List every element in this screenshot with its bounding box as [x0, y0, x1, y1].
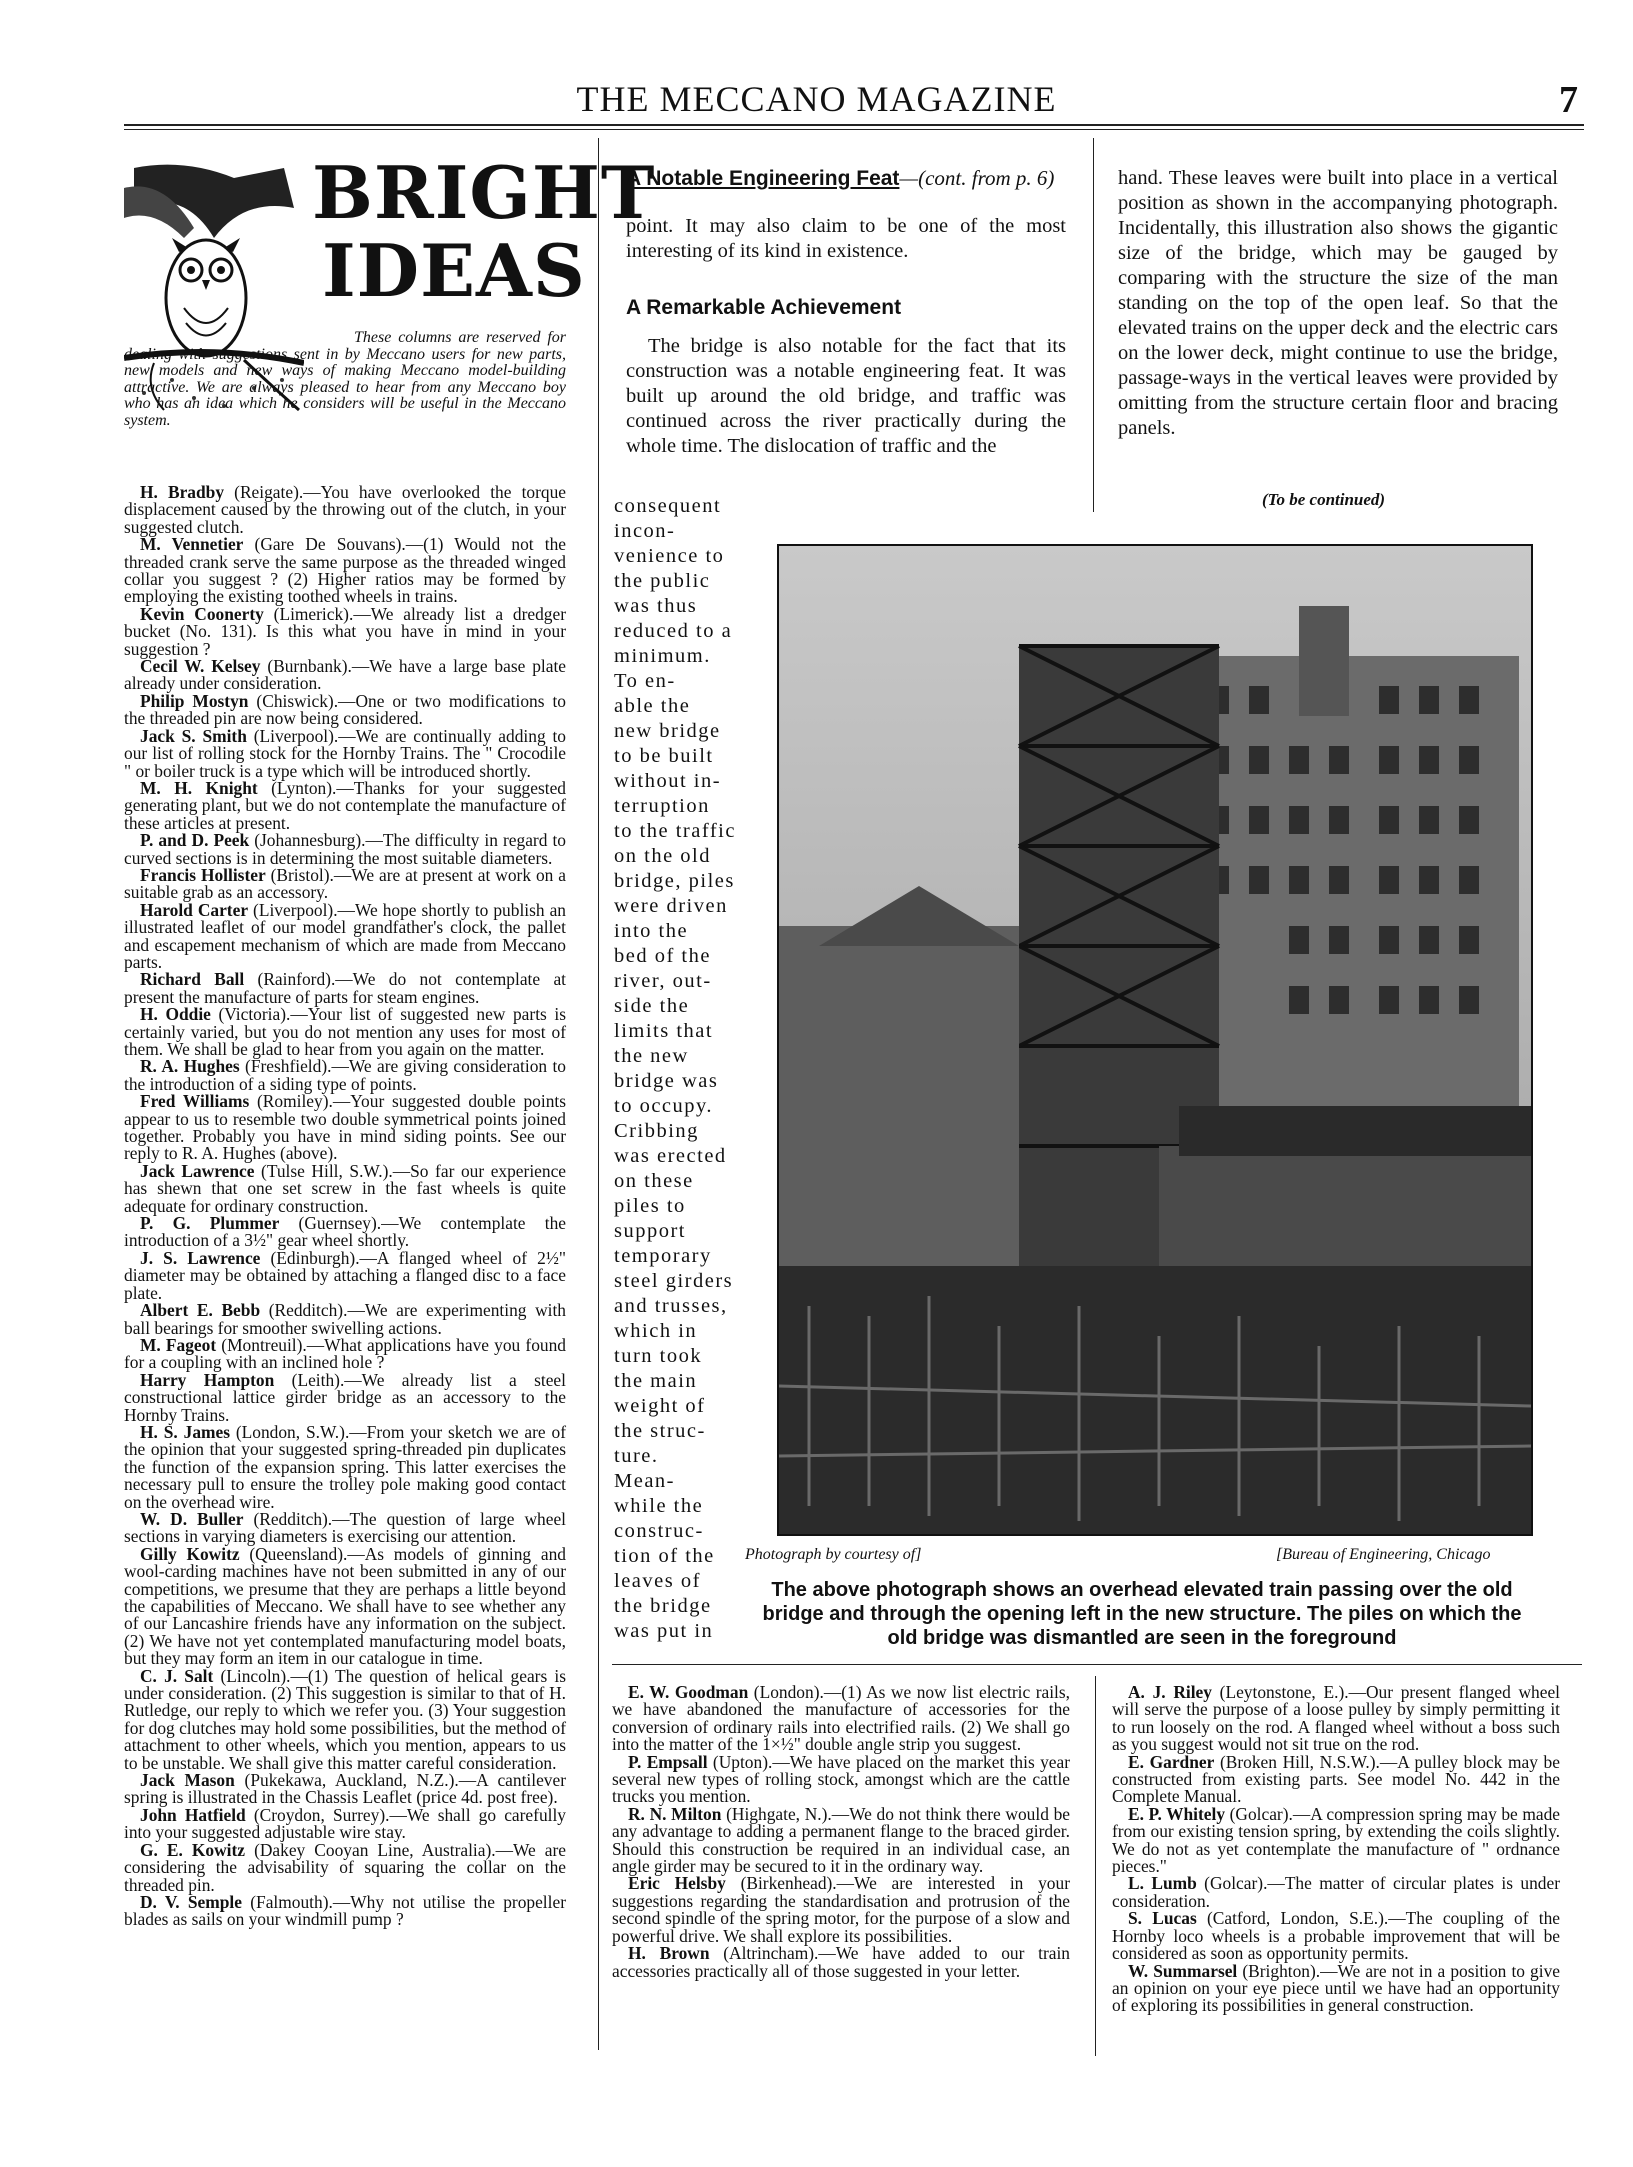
reply-text: (Catford, London, S.E.).—The coupling of the Hornby loco wheels is a probable improvement that will be considered as soon as opportunity permits.: [1112, 1908, 1560, 1964]
reply-name: Cecil W. Kelsey: [140, 656, 261, 677]
reply-item: [124, 971, 566, 1006]
reply-item: [612, 1684, 1070, 1754]
reply-text: (Liverpool).—We are continually adding to our list of rolling stock for the Hornby Trains. The " Crocodile " or boiler truck is a type which will be introduced shortly.: [124, 725, 566, 781]
narrow-line: able the: [614, 695, 691, 717]
reply-item: [1112, 1751, 1560, 1807]
reply-text: (Guernsey).—We contemplate the introduction of a 3½" gear wheel shortly.: [124, 1213, 566, 1251]
reply-name: A. J. Riley: [1128, 1682, 1212, 1702]
article-para2-text: The bridge is also notable for the fact that its construction was a notable engineering feat. It was built up around the old bridge, and traffic was continued across the river practically during the whole time. The dislocation of traffic and the: [626, 335, 1066, 457]
narrow-line: temporary: [614, 1245, 712, 1267]
bottom-right-replies: [1112, 1684, 1560, 2015]
narrow-line: the main: [614, 1370, 698, 1392]
narrow-line: into the: [614, 920, 689, 942]
narrow-line: was erected: [614, 1145, 727, 1167]
reply-text: (Liverpool).—We hope shortly to publish an illustrated leaflet of our model grandfather's clock, the pallet and escapement mechanism of which are made from Meccano parts.: [124, 899, 566, 972]
magazine-title: THE MECCANO MAGAZINE: [576, 79, 1057, 119]
reply-text: (Golcar).—A compression spring may be made from our existing tension spring, by extending the coils slightly. We do not as yet contemplate the manufacture of " ordnance pieces.": [1112, 1803, 1560, 1877]
reply-name: E. W. Goodman: [628, 1682, 749, 1702]
reply-item: [124, 658, 566, 693]
narrow-line: to the traffic: [614, 820, 736, 842]
narrow-line: bridge was: [614, 1070, 719, 1092]
article-title: A Notable Engineering Feat: [626, 167, 900, 190]
narrow-line: the new: [614, 1045, 689, 1067]
narrow-line: support: [614, 1220, 686, 1242]
article-para1: [626, 214, 1066, 264]
narrow-line: bed of the: [614, 945, 711, 967]
article-continuation: —(cont. from p. 6): [899, 166, 1055, 190]
reply-item: [124, 1058, 566, 1093]
narrow-line: while the: [614, 1495, 704, 1517]
reply-item: [124, 1093, 566, 1163]
reply-text: (Croydon, Surrey).—We shall go carefully into your suggested adjustable wire stay.: [124, 1804, 566, 1843]
reply-name: G. E. Kowitz: [140, 1839, 246, 1860]
narrow-line: side the: [614, 995, 690, 1017]
bright-ideas-title-line1: BRIGHT: [312, 150, 656, 235]
bridge-photograph: [777, 544, 1533, 1536]
page-number: 7: [1559, 79, 1578, 121]
narrow-line: were driven: [614, 895, 728, 917]
reply-item: [124, 864, 566, 903]
narrow-line: river, out-: [614, 970, 712, 992]
narrow-line: the struc-: [614, 1420, 706, 1442]
reply-text: (Edinburgh).—A flanged wheel of 2½" diameter may be obtained by attaching a flanged disc to a face plate.: [124, 1247, 566, 1303]
reply-name: P. G. Plummer: [140, 1213, 280, 1234]
reply-item: [124, 1302, 566, 1337]
reply-text: (Lincoln).—(1) The question of helical gears is under consideration. (2) This suggestion is similar to that of H. Rutledge, our reply to which we refer you. (3) Your suggestion for dog clutches may hold some possibilities, but the method of attachment to other wheels, which you mention, appears to us to be unstable. We shall give this matter careful consideration.: [124, 1665, 566, 1773]
narrow-line: incon-: [614, 520, 676, 542]
narrow-line: Mean-: [614, 1470, 676, 1492]
reply-text: (Gare De Souvans).—(1) Would not the threaded crank serve the same purpose as the threaded winged collar you suggest ? (2) Higher ratios may be formed by employing the existing toothed wheels in trains.: [124, 534, 566, 607]
narrow-line: on these: [614, 1170, 694, 1192]
reply-name: E. Gardner: [1128, 1751, 1215, 1772]
article-para1-text: point. It may also claim to be one of the most interesting of its kind in existence.: [626, 215, 1066, 262]
reply-name: Francis Hollister: [140, 864, 266, 885]
reply-name: M. Vennetier: [140, 534, 244, 555]
reply-text: (Lynton).—Thanks for your suggested generating plant, but we do not contemplate the manufacture of these articles at present.: [124, 777, 566, 833]
reply-item: [124, 1839, 566, 1895]
narrow-line: to be built: [614, 745, 714, 767]
reply-name: S. Lucas: [1128, 1908, 1197, 1929]
reply-text: (Queensland).—As models of ginning and wool-carding machines have not been submitted in any of our competitions, we presume that they are perhaps a little beyond the capabilities of Meccano. We shall have to see whether any of our Lancashire friends have any information on the subject. (2) We have not yet contemplated manufacturing model boats, but they may form an item in our catalogue in time.: [124, 1543, 566, 1669]
reply-item: [124, 1160, 567, 1216]
reply-text: (Limerick).—We already list a dredger bucket (No. 131). Is this what you have in mind in your suggestion ?: [124, 603, 567, 659]
reply-item: [1112, 1960, 1561, 2016]
reply-name: Richard Ball: [140, 969, 245, 990]
reply-text: (Pukekawa, Auckland, N.Z.).—A cantilever spring is illustrated in the Chassis Leaflet (price 4d. post free).: [124, 1770, 567, 1808]
reply-item: [1112, 1875, 1560, 1910]
reply-item: [124, 777, 566, 833]
narrow-line: was put in: [614, 1620, 714, 1642]
narrow-line: weight of: [614, 1395, 706, 1417]
reply-item: [124, 1421, 566, 1512]
narrow-line: and trusses,: [614, 1295, 728, 1317]
reply-item: [124, 1665, 566, 1773]
reply-text: (Altrincham).—We have added to our train accessories practically all of those suggested in your letter.: [612, 1943, 1071, 1981]
narrow-line: on the old: [614, 845, 711, 867]
reply-item: [1112, 1910, 1560, 1962]
reply-name: H. S. James: [140, 1421, 230, 1442]
reply-name: Harold Carter: [140, 899, 249, 920]
reply-name: Harry Hampton: [140, 1369, 275, 1390]
reply-text: (Reigate).—You have overlooked the torque displacement caused by the throwing out of the clutch, in your suggested clutch.: [124, 482, 566, 537]
narrow-line: tion of the: [614, 1545, 715, 1567]
photo-credit-left: Photograph by courtesy of]: [745, 1546, 922, 1563]
reply-text: (Dakey Cooyan Line, Australia).—We are considering the advisability of squaring the collar on the threaded pin.: [124, 1839, 566, 1895]
reply-name: P. Empsall: [628, 1751, 708, 1772]
reply-text: (Bristol).—We are at present at work on a suitable grab as an accessory.: [124, 864, 566, 903]
reply-text: (Johannesburg).—The difficulty in regard to curved sections is in determining the most suitable diameters.: [124, 830, 566, 868]
reply-name: E. P. Whitely: [1128, 1803, 1226, 1824]
narrow-line: To en-: [614, 670, 676, 692]
bottom-left-replies: [612, 1684, 1070, 1980]
reply-name: R. N. Milton: [628, 1803, 722, 1824]
reply-item: [124, 725, 566, 781]
reply-item: [124, 1772, 566, 1807]
reply-name: Jack S. Smith: [140, 725, 247, 746]
reply-text: (Brighton).—We are not in a position to give an opinion on your eye piece until we have had an opportunity of exploring its possibilities in general construction.: [1112, 1960, 1561, 2016]
narrow-line: limits that: [614, 1020, 714, 1042]
reply-name: Fred Williams: [140, 1091, 250, 1112]
bottom-column-divider: [1095, 1676, 1096, 2056]
reply-item: [124, 832, 566, 867]
narrow-line: piles to: [614, 1195, 686, 1217]
narrow-line: the bridge: [614, 1595, 712, 1617]
reply-text: (London).—(1) As we now list electric rails, we have abandoned the manufacture of accessories for the conversion of ordinary rails into electrified rails. (2) We shall go into the matter of the 1×½" double angle strip you suggest.: [612, 1682, 1070, 1755]
bottom-section-rule: [612, 1664, 1582, 1665]
narrow-line: turn took: [614, 1345, 703, 1367]
reply-name: Jack Lawrence: [140, 1160, 255, 1181]
reply-name: H. Bradby: [140, 482, 225, 502]
reply-name: Philip Mostyn: [140, 690, 249, 711]
narrow-line: which in: [614, 1320, 698, 1342]
bright-ideas-replies: [124, 484, 566, 1929]
narrow-line: bridge, piles: [614, 870, 735, 892]
reply-text: (Montreuil).—What applications have you found for a coupling with an inclined hole ?: [124, 1334, 566, 1373]
narrow-line: venience to: [614, 545, 725, 567]
reply-item: [612, 1875, 1070, 1945]
reply-name: Eric Helsby: [628, 1873, 726, 1894]
reply-name: John Hatfield: [140, 1804, 246, 1825]
to-be-continued: (To be continued): [1262, 490, 1386, 509]
reply-text: (Leith).—We already list a steel constructional lattice girder bridge as an accessory to the Hornby Trains.: [124, 1369, 566, 1425]
reply-item: [124, 1215, 566, 1250]
reply-item: [124, 603, 567, 659]
reply-text: (London, S.W.).—From your sketch we are of the opinion that your suggested spring-threaded pin duplicates the function of the expansion spring. This latter exercises the necessary pull to ensure the trolley pole making good contact on the overhead wire.: [124, 1421, 566, 1512]
reply-item: [1112, 1803, 1560, 1877]
reply-text: (Highgate, N.).—We do not think there would be any advantage to adding a permanent flange to the braced girder. Should this construction be required in an individual case, an angle girder may be secured to it in the ordinary way.: [612, 1803, 1071, 1877]
narrow-line: leaves of: [614, 1570, 701, 1592]
reply-item: [612, 1945, 1070, 1980]
reply-text: (Leytonstone, E.).—Our present flanged wheel will serve the purpose of a loose pulley by simply permitting it to run loosely on the rod. A flanged wheel without a boss such as you suggest would not sit true on the rod.: [1112, 1682, 1560, 1755]
narrow-line: Cribbing: [614, 1120, 699, 1142]
header-rule-thin: [124, 129, 1584, 130]
reply-text: (Redditch).—We are experimenting with ball bearings for smoother swivelling actions.: [124, 1300, 566, 1338]
reply-text: (Chiswick).—One or two modifications to the threaded pin are now being considered.: [124, 690, 566, 729]
reply-text: (Romiley).—Your suggested double points appear to us to resemble two double symmetrical points joined together. Probably you have in mind siding points. See our reply to R. A. Hughes (above).: [124, 1091, 566, 1164]
reply-item: [124, 899, 566, 972]
narrow-line: ture.: [614, 1445, 659, 1467]
article-right-column: [1118, 166, 1558, 441]
reply-item: [124, 1369, 566, 1425]
narrow-line: reduced to a: [614, 620, 733, 642]
photo-caption: The above photograph shows an overhead elevated train passing over the old bridge and through the opening left in the new structure. The piles on which the old bridge was dismantled are seen in the foreground: [762, 1579, 1522, 1649]
narrow-line: new bridge: [614, 720, 721, 742]
reply-item: [124, 1006, 566, 1058]
reply-name: H. Oddie: [140, 1004, 211, 1025]
reply-text: (Redditch).—The question of large wheel sections in varying diameters is exercising our attention.: [124, 1508, 566, 1547]
reply-name: P. and D. Peek: [140, 830, 250, 851]
reply-item: [124, 1804, 566, 1843]
photo-credit-right: [Bureau of Engineering, Chicago: [1276, 1546, 1491, 1563]
column-divider-left: [598, 138, 599, 2050]
reply-item: [124, 1334, 566, 1373]
narrow-line: to occupy.: [614, 1095, 714, 1117]
header-rule: [124, 124, 1584, 126]
reply-name: H. Brown: [628, 1943, 710, 1964]
reply-item: [124, 1508, 566, 1547]
reply-name: C. J. Salt: [140, 1665, 214, 1686]
narrow-line: construc-: [614, 1520, 704, 1542]
article-narrow-column: [614, 494, 774, 1644]
article-para2: [626, 334, 1066, 459]
narrow-line: consequent: [614, 495, 722, 517]
reply-text: (Freshfield).—We are giving consideration to the introduction of a siding type of points.: [124, 1056, 566, 1094]
reply-text: (Falmouth).—Why not utilise the propeller blades as sails on your windmill pump ?: [124, 1891, 566, 1930]
narrow-line: the public: [614, 570, 711, 592]
reply-text: (Broken Hill, N.S.W.).—A pulley block may be constructed from existing parts. See model No. 442 in the Complete Manual.: [1112, 1751, 1560, 1807]
reply-text: (Tulse Hill, S.W.).—So far our experience has shewn that one set screw in the fast wheels is quite adequate for ordinary construction.: [124, 1160, 567, 1216]
reply-name: D. V. Semple: [140, 1891, 242, 1912]
reply-item: [1112, 1684, 1560, 1754]
reply-name: Albert E. Bebb: [140, 1300, 261, 1321]
reply-name: W. Summarsel: [1128, 1960, 1238, 1981]
column-divider-right: [1093, 138, 1094, 512]
reply-name: L. Lumb: [1128, 1873, 1197, 1894]
reply-item: [124, 690, 566, 729]
reply-name: R. A. Hughes: [140, 1056, 240, 1077]
reply-item: [612, 1751, 1070, 1807]
reply-text: (Victoria).—Your list of suggested new parts is certainly varied, but you do not mention any uses for most of them. We shall be glad to hear from you again on the matter.: [124, 1004, 566, 1059]
reply-item: [124, 484, 566, 536]
bright-ideas-intro: These columns are reserved for dealing with suggestions sent in by Meccano users for new parts, new models and new ways of making Meccano model-building attractive. We are always pleased to hear from any Meccano boy who has an idea which he considers will be useful in the Meccano system.: [124, 329, 566, 429]
reply-name: Jack Mason: [140, 1770, 235, 1791]
bright-ideas-title-line2: IDEAS: [322, 228, 586, 313]
reply-item: [124, 1543, 566, 1669]
narrow-line: without in-: [614, 770, 722, 792]
reply-name: J. S. Lawrence: [140, 1247, 261, 1268]
reply-name: Kevin Coonerty: [140, 603, 264, 624]
narrow-line: steel girders: [614, 1270, 734, 1292]
reply-item: [612, 1803, 1071, 1877]
reply-text: (Burnbank).—We have a large base plate already under consideration.: [124, 656, 566, 694]
reply-item: [124, 536, 566, 606]
reply-name: W. D. Buller: [140, 1508, 244, 1529]
reply-text: (Golcar).—The matter of circular plates is under consideration.: [1112, 1873, 1560, 1911]
reply-text: (Rainford).—We do not contemplate at present the manufacture of parts for steam engines.: [124, 969, 566, 1007]
reply-text: (Birkenhead).—We are interested in your suggestions regarding the standardisation and protrusion of the second spindle of the spring motor, for the purpose of a slow and powerful drive. We shall explore its possibilities.: [612, 1873, 1070, 1946]
reply-name: Gilly Kowitz: [140, 1543, 240, 1564]
reply-name: M. H. Knight: [140, 777, 258, 798]
article-heading: [626, 166, 1054, 191]
reply-name: M. Fageot: [140, 1334, 217, 1355]
article-subheading: A Remarkable Achievement: [626, 296, 902, 319]
narrow-line: was thus: [614, 595, 698, 617]
reply-text: (Upton).—We have placed on the market this year several new types of rolling stock, amongst which are the cattle trucks you mention.: [612, 1751, 1070, 1807]
article-right-text: hand. These leaves were built into place in a vertical position as shown in the accompanying photograph. Incidentally, this illustration also shows the gigantic size of the bridge, which may be gauged by comparing with the structure the size of the man standing on the top of the open leaf. So that the elevated trains on the upper deck and the electric cars on the lower deck, might continue to use the bridge, passage-ways in the vertical leaves were provided by omitting from the structure certain floor and bracing panels.: [1118, 167, 1558, 439]
reply-item: [124, 1891, 566, 1930]
narrow-line: minimum.: [614, 645, 711, 667]
reply-item: [124, 1247, 566, 1303]
narrow-line: terruption: [614, 795, 710, 817]
